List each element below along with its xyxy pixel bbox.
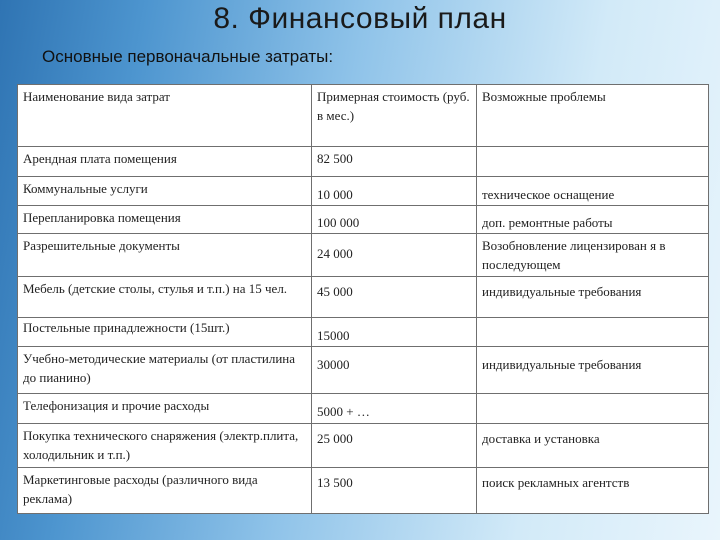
table-row (18, 394, 709, 424)
row-problem: техническое оснащение (477, 177, 709, 206)
page-title: 8. Финансовый план (213, 2, 507, 35)
row-problem: Возобновление лицензирован я в последующем (477, 234, 709, 277)
row-name: Постельные принадлежности (15шт.) (18, 318, 312, 347)
row-problem: индивидуальные требования (477, 347, 709, 394)
table-row (18, 277, 709, 318)
row-name: Телефонизация и прочие расходы (18, 394, 312, 424)
row-name: Арендная плата помещения (18, 147, 312, 177)
row-name: Учебно-методические материалы (от пластилина до пианино) (18, 347, 312, 394)
row-cost: 15000 (312, 318, 477, 347)
table-row (18, 347, 709, 394)
header-cost-amount: Примерная стоимость (руб. в мес.) (312, 85, 477, 147)
header-problems: Возможные проблемы (477, 85, 709, 147)
row-problem: доп. ремонтные работы (477, 206, 709, 234)
row-problem (477, 394, 709, 424)
row-name: Перепланировка помещения (18, 206, 312, 234)
section-subtitle: Основные первоначальные затраты: (42, 47, 334, 66)
row-problem: индивидуальные требования (477, 277, 709, 318)
table-row (18, 234, 709, 277)
row-problem (477, 318, 709, 347)
row-name: Покупка технического снаряжения (электр.плита, холодильник и т.п.) (18, 424, 312, 468)
cost-table (17, 84, 709, 514)
row-cost: 25 000 (312, 424, 477, 468)
row-problem: поиск рекламных агентств (477, 468, 709, 514)
row-name: Коммунальные услуги (18, 177, 312, 206)
table-row (18, 147, 709, 177)
row-name: Мебель (детские столы, стулья и т.п.) на 15 чел. (18, 277, 312, 318)
row-problem (477, 147, 709, 177)
header-cost-name: Наименование вида затрат (18, 85, 312, 147)
row-cost: 30000 (312, 347, 477, 394)
row-cost: 13 500 (312, 468, 477, 514)
table-row (18, 206, 709, 234)
row-name: Маркетинговые расходы (различного вида реклама) (18, 468, 312, 514)
row-name: Разрешительные документы (18, 234, 312, 277)
table-row (18, 468, 709, 514)
row-cost: 45 000 (312, 277, 477, 318)
row-cost: 24 000 (312, 234, 477, 277)
row-problem: доставка и установка (477, 424, 709, 468)
row-cost: 100 000 (312, 206, 477, 234)
table-header-row (18, 85, 709, 147)
table-row (18, 424, 709, 468)
table-row (18, 177, 709, 206)
row-cost: 10 000 (312, 177, 477, 206)
row-cost: 5000 + … (312, 394, 477, 424)
row-cost: 82 500 (312, 147, 477, 177)
table-row (18, 318, 709, 347)
